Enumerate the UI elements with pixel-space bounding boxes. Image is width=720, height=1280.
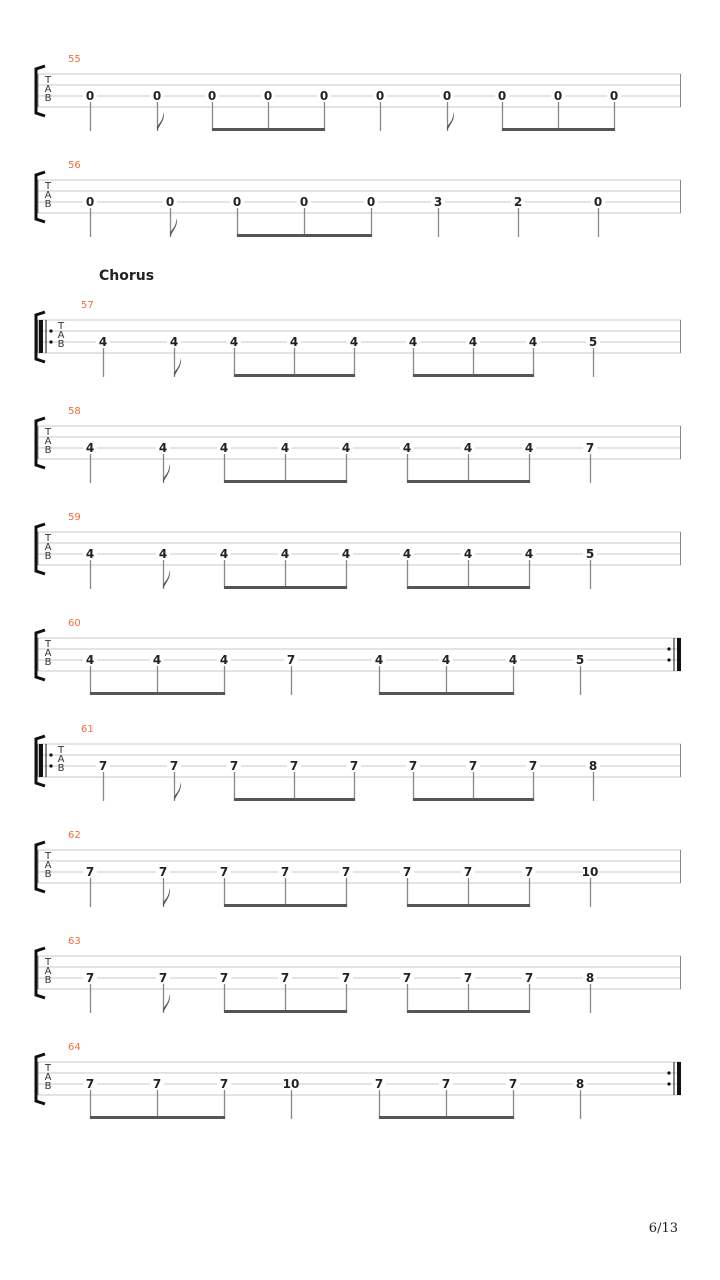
fret-number: 0 [319,89,329,103]
repeat-end-thick-bar [677,638,681,671]
measure-number: 60 [68,618,81,629]
fret-number: 7 [289,759,299,773]
beam [224,586,347,589]
tab-clef-letter: B [57,339,65,350]
fret-number: 4 [280,441,290,455]
fret-number: 5 [585,547,595,561]
fret-number: 7 [374,1077,384,1091]
tab-clef-letter: B [44,657,52,668]
beam [407,586,530,589]
measure-number: 64 [68,1042,81,1053]
fret-number: 7 [158,971,168,985]
repeat-end-thick-bar [677,1062,681,1095]
fret-number: 7 [152,1077,162,1091]
tab-clef-letter: A [44,648,52,659]
fret-number: 7 [408,759,418,773]
beam [502,128,615,131]
tab-clef-letter: B [44,869,52,880]
fret-number: 4 [85,653,95,667]
fret-number: 4 [441,653,451,667]
fret-number: 7 [219,971,229,985]
fret-number: 7 [402,865,412,879]
measure-number: 58 [68,406,81,417]
repeat-start-thick-bar [39,320,43,353]
tab-clef-letter: B [44,551,52,562]
fret-number: 10 [282,1077,300,1091]
tab-clef-letter: T [44,851,52,862]
tab-system-62 [36,830,681,907]
fret-number: 7 [98,759,108,773]
fret-number: 0 [152,89,162,103]
fret-number: 7 [280,971,290,985]
beam [407,480,530,483]
repeat-dot [49,753,52,756]
tab-clef-letter: A [57,754,65,765]
tab-clef-letter: T [44,639,52,650]
fret-number: 0 [207,89,217,103]
fret-number: 4 [219,441,229,455]
fret-number: 8 [575,1077,585,1091]
tab-clef-letter: B [44,93,52,104]
fret-number: 4 [152,653,162,667]
fret-number: 7 [585,441,595,455]
tab-clef-letter: T [44,957,52,968]
fret-number: 4 [219,547,229,561]
beam [413,798,534,801]
measure-number: 59 [68,512,81,523]
fret-number: 7 [229,759,239,773]
fret-number: 7 [85,1077,95,1091]
beam [234,798,355,801]
fret-number: 5 [588,335,598,349]
fret-number: 7 [169,759,179,773]
fret-number: 4 [280,547,290,561]
repeat-dot [667,647,670,650]
tab-system-55 [36,54,681,131]
fret-number: 4 [463,547,473,561]
fret-number: 8 [588,759,598,773]
repeat-dot [49,329,52,332]
fret-number: 4 [169,335,179,349]
fret-number: 0 [609,89,619,103]
beam [212,128,325,131]
tab-clef-letter: T [44,1063,52,1074]
tab-clef-letter: T [57,321,65,332]
fret-number: 4 [289,335,299,349]
tab-clef-letter: B [44,199,52,210]
tab-clef-letter: A [44,436,52,447]
fret-number: 4 [98,335,108,349]
fret-number: 8 [585,971,595,985]
fret-number: 0 [442,89,452,103]
repeat-start-thick-bar [39,744,43,777]
fret-number: 4 [524,441,534,455]
beam [407,1010,530,1013]
tab-clef-letter: T [44,427,52,438]
tab-clef-letter: A [44,1072,52,1083]
fret-number: 7 [524,971,534,985]
tab-system-57 [36,268,681,377]
beam [90,1116,225,1119]
tab-clef-letter: B [44,975,52,986]
tab-clef-letter: T [44,181,52,192]
beam [224,904,347,907]
fret-number: 7 [524,865,534,879]
tab-system-59 [36,512,681,589]
fret-number: 7 [286,653,296,667]
fret-number: 4 [374,653,384,667]
tab-clef-letter: A [44,966,52,977]
measure-number: 63 [68,936,81,947]
fret-number: 10 [581,865,599,879]
tab-system-60 [36,618,681,695]
fret-number: 4 [463,441,473,455]
beam [237,234,372,237]
tab-system-61 [36,724,681,801]
page-number: 6/13 [648,1221,678,1236]
tab-clef-letter: B [44,1081,52,1092]
fret-number: 0 [232,195,242,209]
measure-number: 57 [81,300,94,311]
beam [379,1116,514,1119]
fret-number: 0 [375,89,385,103]
fret-number: 4 [219,653,229,667]
beam [224,480,347,483]
fret-number: 0 [299,195,309,209]
fret-number: 4 [524,547,534,561]
fret-number: 7 [468,759,478,773]
fret-number: 4 [85,547,95,561]
fret-number: 0 [85,195,95,209]
tab-system-64 [36,1042,681,1119]
fret-number: 7 [158,865,168,879]
tab-clef-letter: A [44,542,52,553]
fret-number: 7 [463,971,473,985]
repeat-dot [49,764,52,767]
fret-number: 0 [553,89,563,103]
beam [90,692,225,695]
beam [413,374,534,377]
fret-number: 4 [341,547,351,561]
fret-number: 0 [165,195,175,209]
fret-number: 7 [528,759,538,773]
measure-number: 61 [81,724,94,735]
fret-number: 7 [349,759,359,773]
fret-number: 4 [408,335,418,349]
fret-number: 4 [341,441,351,455]
tab-clef-letter: T [57,745,65,756]
fret-number: 7 [402,971,412,985]
tab-clef-letter: A [44,190,52,201]
fret-number: 4 [349,335,359,349]
tab-system-63 [36,936,681,1013]
fret-number: 7 [441,1077,451,1091]
fret-number: 4 [508,653,518,667]
fret-number: 4 [158,547,168,561]
repeat-dot [667,1082,670,1085]
beam [407,904,530,907]
measure-number: 55 [68,54,81,65]
measure-number: 56 [68,160,81,171]
repeat-dot [667,658,670,661]
fret-number: 0 [366,195,376,209]
fret-number: 4 [402,441,412,455]
fret-number: 5 [575,653,585,667]
beam [379,692,514,695]
fret-number: 7 [219,1077,229,1091]
fret-number: 4 [158,441,168,455]
fret-number: 7 [85,865,95,879]
fret-number: 2 [513,195,523,209]
beam [224,1010,347,1013]
section-label: Chorus [99,268,155,284]
fret-number: 7 [280,865,290,879]
fret-number: 4 [402,547,412,561]
repeat-dot [667,1071,670,1074]
repeat-dot [49,340,52,343]
fret-number: 7 [463,865,473,879]
tab-system-56 [36,160,681,237]
fret-number: 0 [263,89,273,103]
tab-clef-letter: T [44,75,52,86]
fret-number: 7 [85,971,95,985]
fret-number: 3 [433,195,443,209]
tab-system-58 [36,406,681,483]
fret-number: 4 [468,335,478,349]
fret-number: 4 [528,335,538,349]
tab-clef-letter: A [44,860,52,871]
fret-number: 7 [341,865,351,879]
tab-clef-letter: B [44,445,52,456]
tab-clef-letter: A [57,330,65,341]
fret-number: 0 [593,195,603,209]
tab-clef-letter: T [44,533,52,544]
fret-number: 7 [219,865,229,879]
tab-clef-letter: B [57,763,65,774]
fret-number: 7 [341,971,351,985]
measure-number: 62 [68,830,81,841]
fret-number: 7 [508,1077,518,1091]
fret-number: 0 [85,89,95,103]
tab-clef-letter: A [44,84,52,95]
fret-number: 4 [85,441,95,455]
fret-number: 4 [229,335,239,349]
fret-number: 0 [497,89,507,103]
beam [234,374,355,377]
